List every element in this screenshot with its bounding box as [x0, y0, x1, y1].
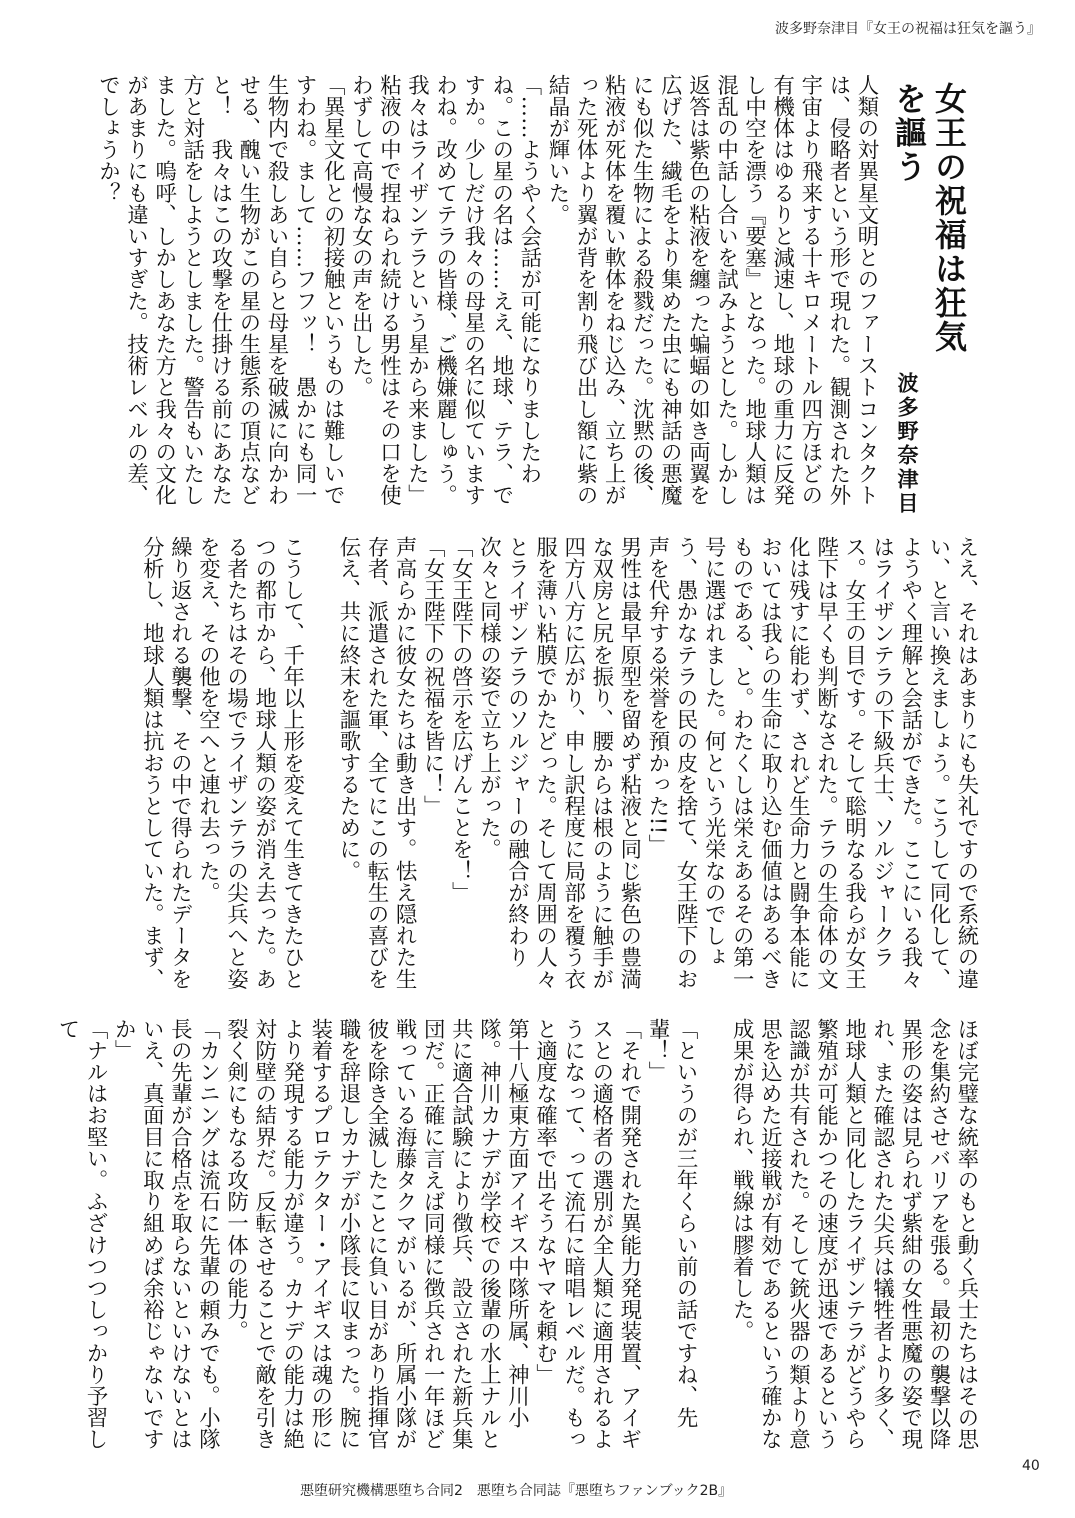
- paragraph: 人類の対異星文明とのファーストコンタクトは、侵略者という形で現れた。観測された外宇宙より飛来する十キロメートル四方ほどの有機体はゆるりと減速し、地球の重力に反発し中空を漂う『要塞』となった。地球人類は混乱の中話し合いを試みようとした。しかし返答は紫色の粘液を纏った蝙蝠の如き両翼を広げた、繊毛をより集めた虫にも神話の悪魔にも似た生物による殺戮だった。沈黙の後、粘液が死体を覆い軟体をねじ込み、立ち上がった死体より翼が背を割り飛び出し額に紫の結晶が輝いた。: [544, 74, 879, 506]
- paragraph: 「女王陛下の祝福を皆に！」: [420, 536, 446, 817]
- text-block-top: [95, 74, 880, 514]
- page-number: 40: [1022, 1458, 1040, 1474]
- paragraph: 粘液の中で捏ねられ続ける男性はその口を使わずして高慢な女の声を出した。: [348, 74, 402, 506]
- paragraph: 男性は最早原型を留めず粘液と同じ紫色の豊満な双房と尻を振り、腰からは根のように触手が四方八方に広がり、申し訳程度に局部を覆う衣服を薄い粘膜でかたどった。そして周囲の人々とライザンテラのソルジャーの融合が終わり次々と同様の姿で立ち上がった。: [476, 536, 642, 990]
- paragraph-spacer: [699, 1018, 727, 1458]
- text-block-bottom: [55, 1018, 980, 1458]
- running-header: 波多野奈津目『女王の祝福は狂気を謳う』: [775, 21, 1041, 37]
- paragraph: ええ、それはあまりにも失礼ですので系統の違い、と言い換えましょう。こうして同化して、ようやく理解と会話ができた。ここにいる我々はライザンテラの下級兵士、ソルジャークラス。女王の目です。そして聡明なる我らが女王陛下は早くも判断なされた。テラの生命体の文化は残すに能わず、されど生命力と闘争本能においては我らの生命に取り込む価値はあるべきものである、と。わたくしは栄えあるその第一号に選ばれました。何という光栄なのでしょう、愚かなテラの民の皮を捨て、女王陛下のお声を代弁する栄誉を預かった!!」: [644, 536, 979, 990]
- paragraph: 「カンニングは流石に先輩の頼みでも。小隊長の先輩が合格点を取らないといけないとはいえ、真面目に取り組めば余裕じゃないですか」: [111, 1018, 221, 1450]
- running-footer: 悪堕研究機構悪堕ち合同2 悪堕ち合同誌『悪堕ちファンブック2B』: [300, 1483, 733, 1499]
- paragraph: 「女王陛下の啓示を広げんことを！」: [448, 536, 474, 904]
- paragraph: 繰り返される襲撃、その中で得られたデータを分析し、地球人類は抗おうとしていた。まず、: [139, 536, 193, 990]
- text-block-middle: [110, 536, 980, 1001]
- paragraph: 声高らかに彼女たちは動き出す。怯え隠れた生存者、派遣された軍、全てにこの転生の喜びを伝え、共に終末を謳歌するために。: [335, 536, 418, 990]
- paragraph: 「異星文化との初接触というものは難しいですわね。まして……フフッ！ 愚かにも同一生物内で殺しあい自らと母星を破滅に向かわせる、醜い生物がこの星の生態系の頂点などと！ 我々はこの攻撃を仕掛ける前にあなた方と対話をしようとしました。警告もいたしました。嗚呼、しかしあなた方と我々の文化があまりにも違いすぎた。技術レベルの差、でしょうか？: [95, 74, 346, 506]
- paragraph: 「それで開発された異能力発現装置、アイギスとの適格者の選別が全人類に適用されるようになって、って流石に暗唱レベルだ。もっと適度な確率で出そうなヤマを頼む」: [532, 1018, 642, 1450]
- story-title: 女王の祝福は狂気を謳う: [890, 82, 968, 354]
- paragraph: 「ナルはお堅い。ふざけつつしっかり予習して: [55, 1018, 109, 1450]
- paragraph: 「というのが三年くらい前の話ですね、先輩！」: [644, 1018, 699, 1429]
- paragraph: 「……ようやく会話が可能になりましたわね。この星の名は……ええ、地球、テラ、ですか。少しだけ我々の母星の名に似ていますわね。改めてテラの皆様、ご機嫌麗しゅう。我々はライザンテラという星から来ました」: [404, 74, 542, 506]
- author-name: 波多野奈津目: [895, 372, 919, 516]
- paragraph-spacer: [306, 536, 334, 1001]
- paragraph: ほぼ完璧な統率のもと動く兵士たちはその思念を集約させバリアを張る。最初の襲撃以降異形の姿は見られず紫紺の女性悪魔の姿で現れ、また確認された尖兵は犠牲者より多く、地球人類と同化したライザンテラがどうやら繁殖が可能かつその速度が迅速であるという認識が共有された。そして銃火器の類より意思を込めた近接戦が有効であるという確かな成果が得られ、戦線は膠着した。: [729, 1018, 979, 1450]
- paragraph: 第十八極東方面アイギス中隊所属、神川小隊。神川カナデが学校での後輩の水上ナルと共に適合試験により徴兵、設立された新兵集団だ。正確に言えば同様に徴兵され一年ほど戦っている海藤タクマがいるが、所属小隊が彼を除き全滅したことに負い目があり指揮官職を辞退しカナデが小隊長に収まった。腕に装着するプロテクター・アイギスは魂の形により発現する能力が違う。カナデの能力は絶対防壁の結界だ。反転させることで敵を引き裂く剣にもなる攻防一体の能力。: [223, 1018, 530, 1450]
- paragraph: こうして、千年以上形を変えて生きてきたひとつの都市から、地球人類の姿が消え去った。ある者たちはその場でライザンテラの尖兵へと姿を変え、その他を空へと連れ去った。: [195, 536, 305, 990]
